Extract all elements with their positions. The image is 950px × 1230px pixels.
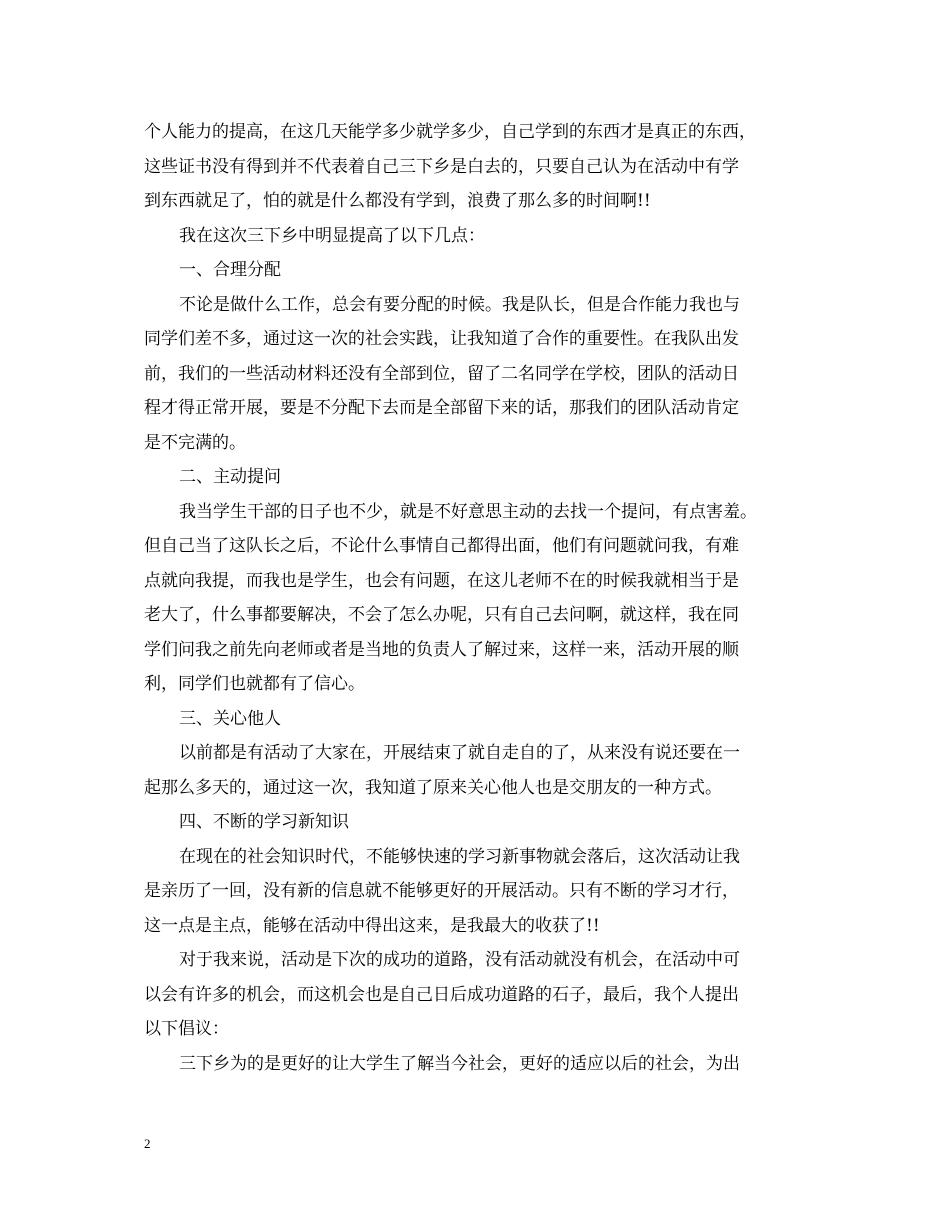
- text-line: 以会有许多的机会，而这机会也是自己日后成功道路的石子，最后，我个人提出: [144, 984, 739, 1005]
- text-line: 到东西就足了，怕的就是什么都没有学到，浪费了那么多的时间啊!!: [144, 191, 651, 211]
- text-line: 学们问我之前先向老师或者是当地的负责人了解过来，这样一来，活动开展的顺: [144, 639, 739, 660]
- text-line: 三下乡为的是更好的让大学生了解当今社会，更好的适应以后的社会，为出: [179, 1053, 740, 1074]
- text-line: 前，我们的一些活动材料还没有全部到位，留了二名同学在学校，团队的活动日: [144, 363, 739, 384]
- text-line: 对于我来说，活动是下次的成功的道路，没有活动就没有机会，在活动中可: [179, 950, 740, 970]
- text-line: 同学们差不多，通过这一次的社会实践，让我知道了合作的重要性。在我队出发: [144, 329, 739, 349]
- text-line: 三、关心他人: [179, 708, 281, 729]
- text-line: 利，同学们也就都有了信心。: [144, 674, 365, 694]
- text-line: 是亲历了一回，没有新的信息就不能够更好的开展活动。只有不断的学习才行，: [144, 881, 739, 901]
- text-line: 我当学生干部的日子也不少，就是不好意思主动的去找一个提问，有点害羞。: [179, 501, 757, 522]
- text-line: 点就向我提，而我也是学生，也会有问题，在这儿老师不在的时候我就相当于是: [144, 570, 739, 591]
- text-line: 是不完满的。: [144, 432, 246, 453]
- text-line: 老大了，什么事都要解决，不会了怎么办呢，只有自己去问啊，就这样，我在同: [144, 605, 739, 625]
- text-line: 四、不断的学习新知识: [179, 812, 349, 832]
- text-line: 这些证书没有得到并不代表着自己三下乡是白去的，只要自己认为在活动中有学: [144, 156, 739, 177]
- text-line: 程才得正常开展，要是不分配下去而是全部留下来的话，那我们的团队活动肯定: [144, 398, 739, 418]
- text-line: 但自己当了这队长之后，不论什么事情自己都得出面，他们有问题就问我，有难: [144, 536, 739, 556]
- document-body: [144, 115, 820, 1081]
- text-line: 我在这次三下乡中明显提高了以下几点：: [179, 225, 485, 246]
- text-line: 以前都是有活动了大家在，开展结束了就自走自的了，从来没有说还要在一: [179, 743, 740, 763]
- text-line: 二、主动提问: [179, 467, 281, 487]
- text-line: 个人能力的提高，在这几天能学多少就学多少，自己学到的东西才是真正的东西，: [144, 122, 756, 142]
- text-line: 起那么多天的，通过这一次，我知道了原来关心他人也是交朋友的一种方式。: [144, 777, 722, 798]
- text-line: 在现在的社会知识时代，不能够快速的学习新事物就会落后，这次活动让我: [179, 846, 740, 867]
- text-line: 不论是做什么工作，总会有要分配的时候。我是队长，但是合作能力我也与: [179, 294, 740, 315]
- page-number: 2: [144, 1136, 151, 1151]
- text-line: 一、合理分配: [179, 260, 281, 280]
- text-line: 以下倡议：: [144, 1019, 229, 1039]
- text-line: 这一点是主点，能够在活动中得出这来，是我最大的收获了!!: [144, 915, 600, 936]
